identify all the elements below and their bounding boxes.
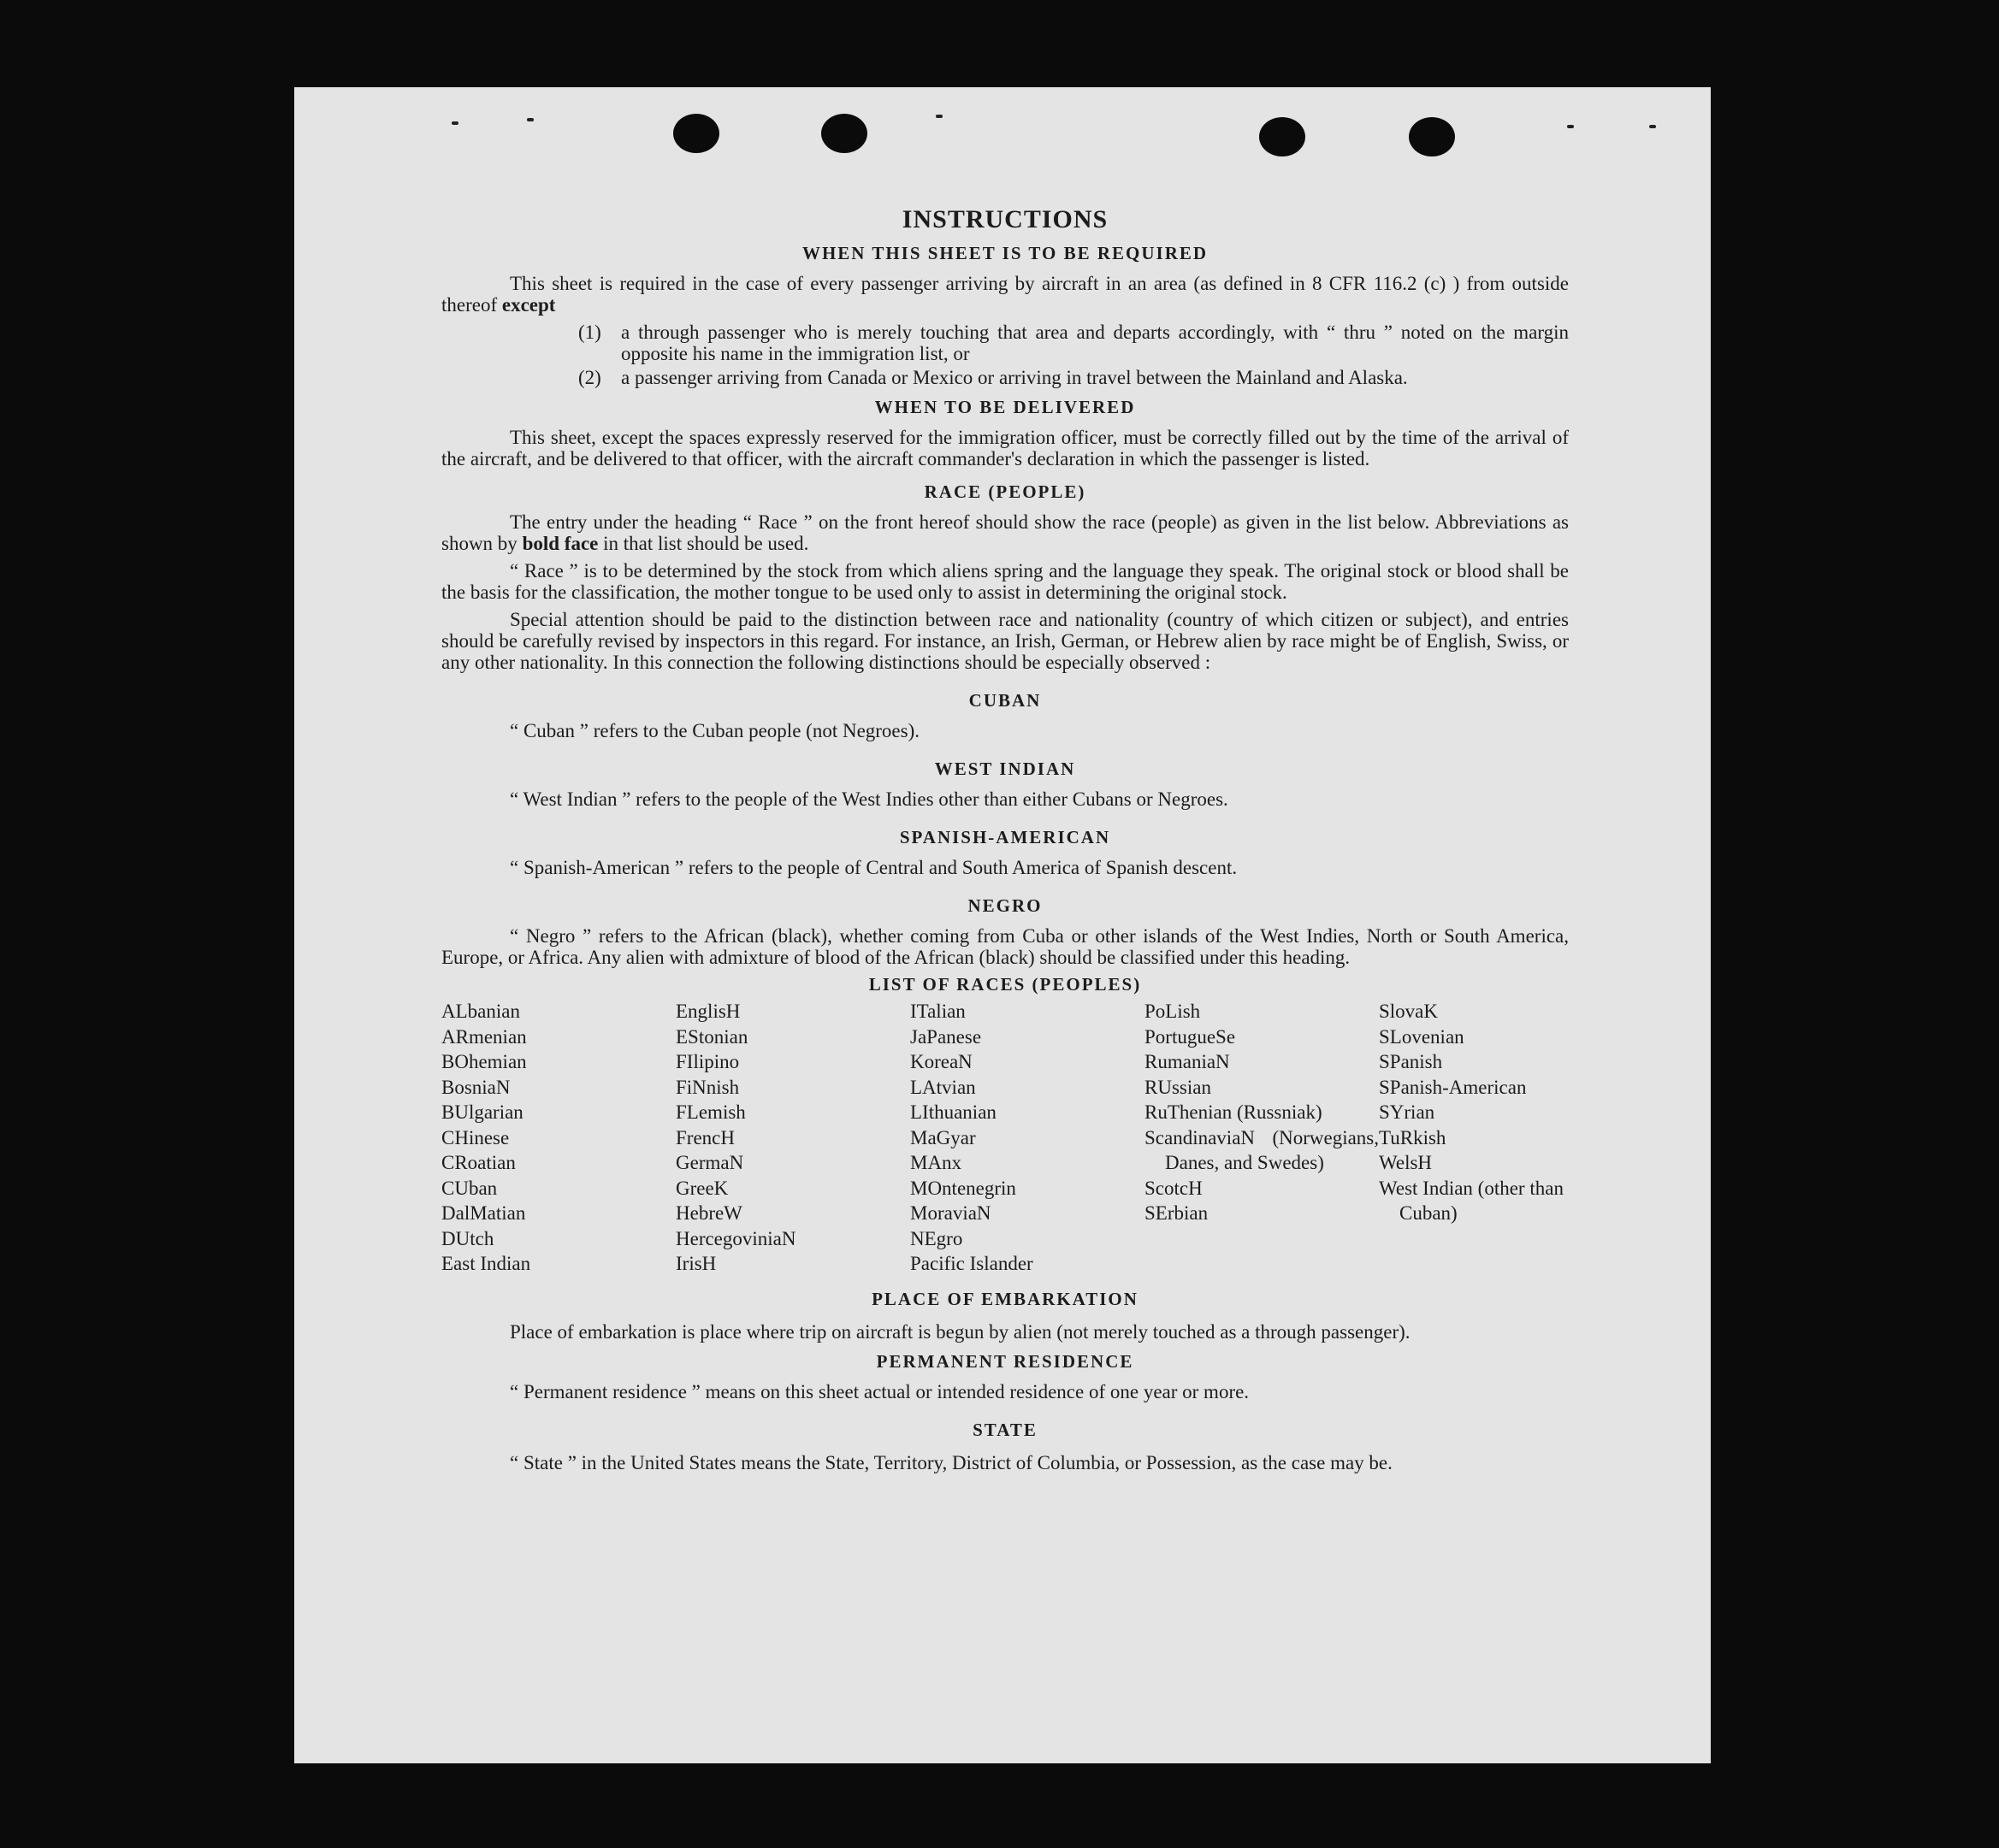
race-entry: LAtvian: [910, 1076, 976, 1098]
race-entry: HebreW: [676, 1202, 742, 1224]
west-indian-heading: WEST INDIAN: [934, 759, 1076, 779]
speck: [1649, 125, 1656, 128]
embarkation-heading: PLACE OF EMBARKATION: [872, 1288, 1138, 1309]
when-required-intro: This sheet is required in the case of every passenger arriving by aircraft in an area (as defined in 8 CFR 116.2 (c) ) from outside thereof except: [441, 273, 1569, 316]
race-paragraph-1: The entry under the heading “ Race ” on the front hereof should show the race (people) as given in the list below. Abbreviations as shown by bold face in that list should be used.: [441, 511, 1569, 554]
race-entry: EStonian: [676, 1025, 748, 1048]
race-entry: CUban: [441, 1177, 498, 1199]
race-entry: ALbanian: [441, 1001, 520, 1022]
race-entry: MOntenegrin: [910, 1177, 1016, 1199]
speck: [936, 115, 943, 118]
race-entry: FLemish: [676, 1101, 746, 1123]
spanish-american-text: “ Spanish-American ” refers to the people of Central and South America of Spanish descent.: [510, 857, 1238, 878]
race-entry: IrisH: [676, 1253, 717, 1274]
cuban-text: “ Cuban ” refers to the Cuban people (not Negroes).: [510, 720, 920, 741]
race-entry: SLovenian: [1379, 1025, 1464, 1048]
residence-text: “ Permanent residence ” means on this sheet actual or intended residence of one year or more.: [510, 1380, 1250, 1402]
race-paragraph-2: “ Race ” is to be determined by the stock from which aliens spring and the language they speak. The original stock or blood shall be the basis for the classification, the mother tongue to be used only to assist in determining the original stock.: [441, 560, 1569, 603]
cuban-heading: CUBAN: [968, 690, 1042, 711]
race-entry: PoLish: [1144, 1001, 1201, 1022]
race-entry: LIthuanian: [910, 1101, 997, 1123]
race-entry: RumaniaN: [1144, 1051, 1230, 1072]
race-entry: RuThenian (Russniak): [1144, 1101, 1322, 1123]
race-entry: SPanish-American: [1379, 1076, 1527, 1098]
exception-item: (2) a passenger arriving from Canada or Mexico or arriving in travel between the Mainland and Alaska.: [578, 367, 1408, 388]
race-entry: FIlipino: [676, 1051, 740, 1072]
race-paragraph-3: Special attention should be paid to the distinction between race and nationality (country of which citizen or subject), and entries should be carefully revised by inspectors in this regard. For instance, an Irish, German, or Hebrew alien by race might be of English, Swiss, or any other nationality. In this connection the following distinctions should be especially observed :: [441, 609, 1569, 673]
race-entry: GermaN: [676, 1152, 744, 1173]
race-entry: MoraviaN: [910, 1202, 991, 1224]
state-text: “ State ” in the United States means the State, Territory, District of Columbia, or Possession, as the case may be.: [510, 1451, 1393, 1473]
race-list-column: [676, 999, 910, 1277]
negro-text: “ Negro ” refers to the African (black), whether coming from Cuba or other islands of the West Indies, North or South America, Europe, or Africa. Any alien with admixture of blood of the African (black) should be classified under this heading.: [441, 925, 1569, 968]
instructions-content: [441, 205, 1569, 1476]
punch-hole: [1259, 117, 1305, 156]
race-entry: CHinese: [441, 1126, 510, 1148]
state-heading: STATE: [973, 1419, 1038, 1440]
race-entry: ScandinaviaN (Norwegians, Danes, and Swedes): [1144, 1126, 1379, 1173]
race-entry: SPanish: [1379, 1051, 1443, 1072]
race-list: [441, 999, 1569, 1277]
race-entry: NEgro: [910, 1227, 963, 1249]
race-entry: DUtch: [441, 1227, 494, 1249]
race-entry: TuRkish: [1379, 1126, 1446, 1148]
race-entry: Pacific Islander: [910, 1253, 1033, 1274]
when-required-heading: WHEN THIS SHEET IS TO BE REQUIRED: [801, 243, 1209, 263]
west-indian-text: “ West Indian ” refers to the people of the West Indies other than either Cubans or Negroes.: [510, 788, 1228, 810]
speck: [452, 121, 458, 125]
race-entry: PortugueSe: [1144, 1025, 1236, 1048]
race-entry: GreeK: [676, 1177, 729, 1199]
race-entry: CRoatian: [441, 1152, 516, 1173]
race-list-column: [441, 999, 676, 1277]
race-entry: ScotcH: [1144, 1177, 1203, 1199]
race-entry: ITalian: [910, 1001, 966, 1022]
race-entry: SYrian: [1379, 1101, 1435, 1123]
embarkation-text: Place of embarkation is place where trip on aircraft is begun by alien (not merely touched as a through passenger).: [510, 1320, 1411, 1343]
race-entry: RUssian: [1144, 1076, 1211, 1098]
race-list-column: [1144, 999, 1379, 1277]
race-entry: BUlgarian: [441, 1101, 523, 1123]
race-entry: WelsH: [1379, 1152, 1433, 1173]
when-delivered-heading: WHEN TO BE DELIVERED: [874, 397, 1136, 417]
race-entry: HercegoviniaN: [676, 1227, 796, 1249]
race-entry: MaGyar: [910, 1126, 976, 1148]
document-page: [294, 87, 1711, 1763]
exception-item: (1) a through passenger who is merely touching that area and departs accordingly, with “ thru ” noted on the margin opposite his name in the immigration list, or: [578, 322, 1569, 364]
residence-heading: PERMANENT RESIDENCE: [876, 1350, 1134, 1372]
speck: [1567, 125, 1574, 128]
race-entry: MAnx: [910, 1152, 962, 1173]
race-entry: EnglisH: [676, 1001, 741, 1022]
race-entry: FiNnish: [676, 1076, 740, 1098]
race-entry: SErbian: [1144, 1202, 1209, 1224]
punch-hole: [673, 114, 719, 153]
punch-hole: [821, 114, 867, 153]
race-entry: West Indian (other than Cuban): [1379, 1177, 1564, 1224]
speck: [527, 118, 534, 121]
negro-heading: NEGRO: [967, 895, 1043, 916]
race-list-heading: LIST OF RACES (PEOPLES): [868, 974, 1142, 995]
spanish-american-heading: SPANISH-AMERICAN: [899, 827, 1111, 847]
punch-hole: [1409, 117, 1455, 156]
race-entry: KoreaN: [910, 1051, 973, 1072]
page-title: INSTRUCTIONS: [902, 205, 1109, 233]
when-delivered-text: This sheet, except the spaces expressly reserved for the immigration officer, must be correctly filled out by the time of the arrival of the aircraft, and be delivered to that officer, with the aircraft commander's declaration in which the passenger is listed.: [441, 427, 1569, 469]
race-entry: East Indian: [441, 1253, 531, 1274]
race-entry: DalMatian: [441, 1202, 526, 1224]
race-entry: ARmenian: [441, 1025, 527, 1048]
race-list-column: [1379, 999, 1569, 1277]
race-list-column: [910, 999, 1144, 1277]
race-entry: SlovaK: [1379, 1001, 1438, 1022]
race-entry: JaPanese: [910, 1025, 982, 1048]
race-entry: FrencH: [676, 1126, 735, 1148]
race-entry: BosniaN: [441, 1076, 511, 1098]
race-heading: RACE (PEOPLE): [924, 481, 1086, 502]
race-entry: BOhemian: [441, 1051, 527, 1072]
